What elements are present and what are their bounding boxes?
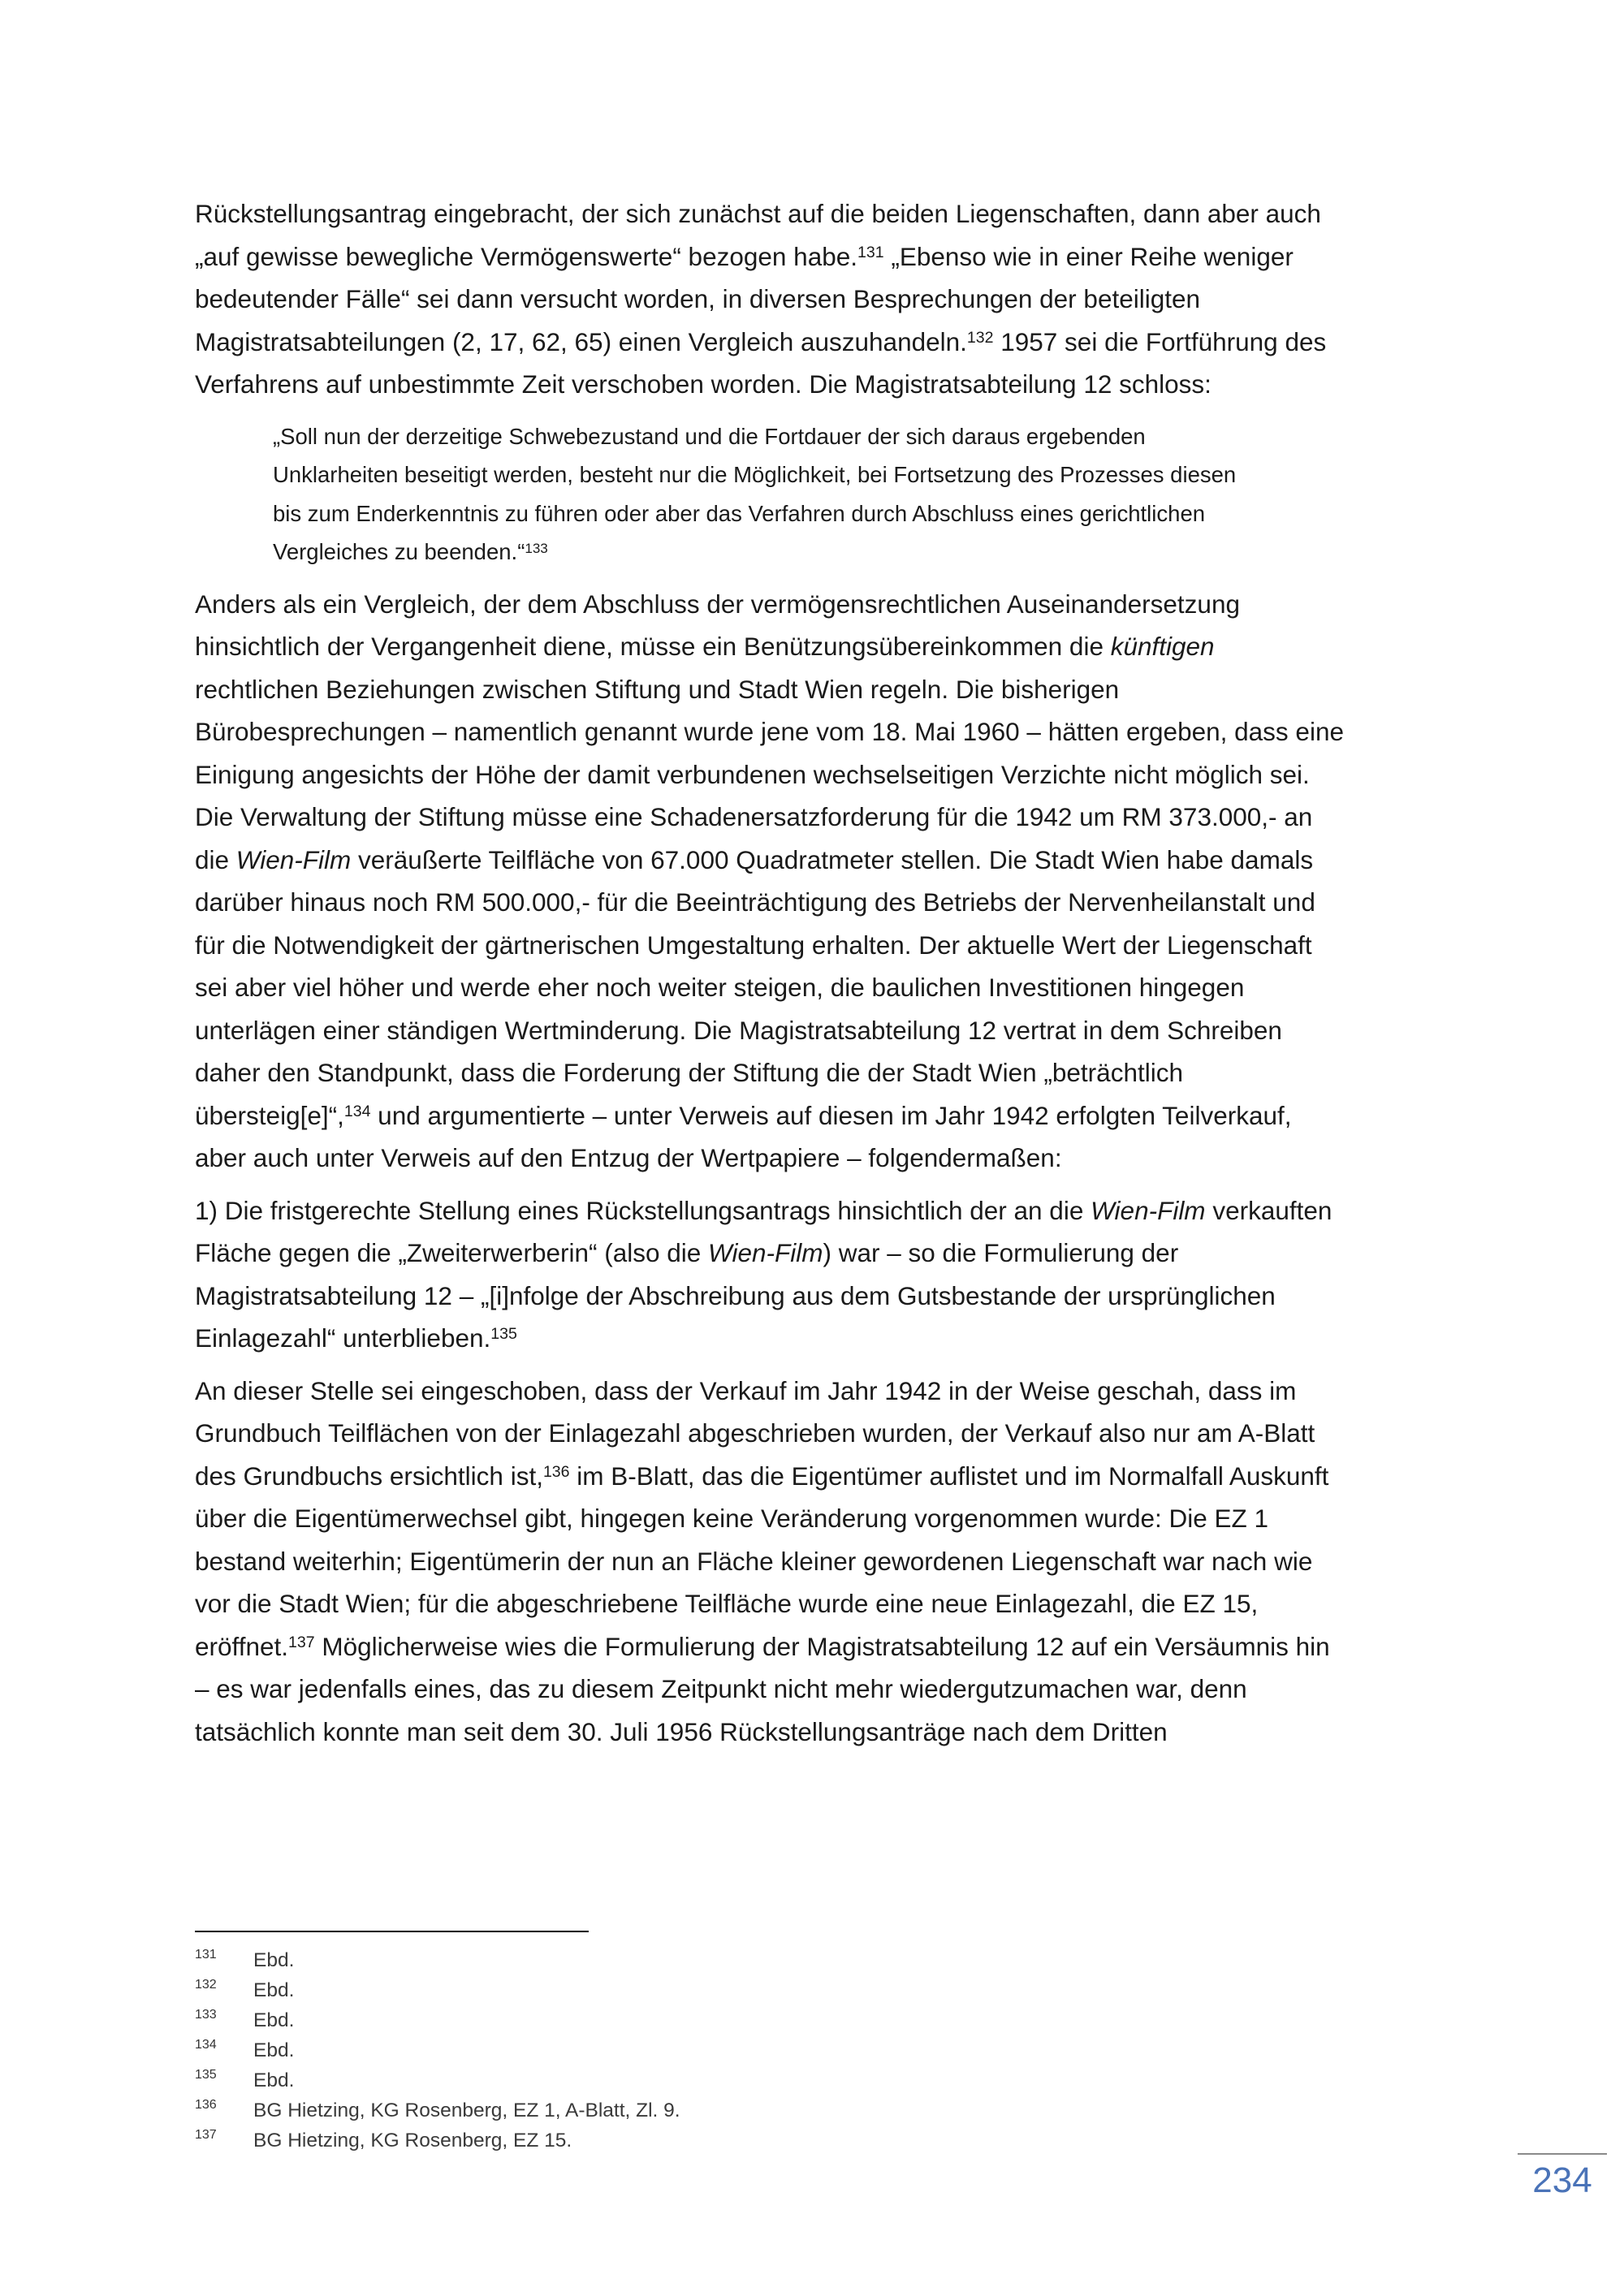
footnote-text: Ebd. — [253, 1949, 295, 1971]
text-run: Möglicherweise wies die Formulierung der Magistratsabteilung 12 auf ein Versäumnis hin – es war jedenfalls eines, das zu diesem Zeitpunkt nicht mehr wiedergutzumachen war, denn tatsächlich konnte man seit dem 30. Juli 1956 Rückstellungsanträge nach dem Dritten — [195, 1631, 1330, 1746]
footnote-ref: 134 — [343, 1102, 371, 1120]
text-run: veräußerte Teilfläche von 67.000 Quadratmeter stellen. Die Stadt Wien habe damals darüber hinaus noch RM 500.000,- für die Beeinträchtigung des Betriebs der Nervenheilanstalt und für die Notwendigkeit der gärtnerischen Umgestaltung erhalten. Der aktuelle Wert der Liegenschaft sei aber viel höher und werde eher noch weiter steigen, die baulichen Investitionen hingegen unterlägen einer ständigen Wertminderung. Die Magistratsabteilung 12 vertrat in dem Schreiben daher den Standpunkt, dass die Forderung der Stiftung die der Stadt Wien „beträchtlich übersteig[e]“, — [195, 844, 1315, 1130]
footnote-ref: 133 — [525, 540, 548, 556]
footnote-number: 133 — [195, 2008, 217, 2022]
footnote-text: BG Hietzing, KG Rosenberg, EZ 1, A-Blatt, Zl. 9. — [253, 2100, 680, 2121]
footnote — [195, 2065, 1332, 2095]
footnote-number: 131 — [195, 1948, 217, 1962]
footnote-ref: 135 — [490, 1325, 517, 1344]
text-run: „Ebenso wie in einer Reihe weniger bedeutender Fälle“ sei dann versucht worden, in diversen Besprechungen der beteiligten Magistratsabteilungen (2, 17, 62, 65) einen Vergleich auszuhandeln. — [195, 241, 1294, 356]
footnote-text: Ebd. — [253, 2039, 295, 2061]
paragraph — [195, 192, 1449, 406]
text-run: und argumentierte – unter Verweis auf diesen im Jahr 1942 erfolgten Teilverkauf, aber auch unter Verweis auf den Entzug der Wertpapiere – folgendermaßen: — [195, 1100, 1292, 1172]
footnote-ref: 136 — [542, 1462, 570, 1481]
footnote-ref: 131 — [857, 243, 884, 261]
footnote-number: 134 — [195, 2038, 217, 2052]
footnote — [195, 1945, 1332, 1975]
text-run: Anders als ein Vergleich, der dem Abschluss der vermögensrechtlichen Auseinandersetzung hinsichtlich der Vergangenheit diene, müsse ein Benützungsübereinkommen die — [195, 589, 1240, 661]
footnote-text: Ebd. — [253, 2069, 295, 2091]
footnote-number: 132 — [195, 1978, 217, 1992]
text-run: im B-Blatt, das die Eigentümer auflistet und im Normalfall Auskunft über die Eigentümerwechsel gibt, hingegen keine Veränderung vorgenommen wurde: Die EZ 1 bestand weiterhin; Eigentümerin der nun an Fläche kleiner gewordenen Liegenschaft war nach wie vor die Stadt Wien; für die abgeschriebene Teilfläche wurde eine neue Einlagezahl, die EZ 15, eröffnet. — [195, 1461, 1329, 1661]
footnote — [195, 2126, 1332, 2156]
footnote-ref: 137 — [288, 1633, 315, 1651]
italic-text: Wien-Film — [235, 844, 352, 874]
footnote — [195, 2095, 1332, 2126]
main-text — [195, 192, 1449, 1753]
footnote — [195, 1975, 1332, 2005]
italic-text: Wien-Film — [1091, 1195, 1206, 1225]
text-run: 1) Die fristgerechte Stellung eines Rückstellungsantrags hinsichtlich der an die — [195, 1195, 1091, 1225]
footnote-text: Ebd. — [253, 2009, 295, 2031]
page-number: 234 — [1532, 2160, 1592, 2200]
text-run: „Soll nun der derzeitige Schwebezustand und die Fortdauer der sich daraus ergebenden Unklarheiten beseitigt werden, besteht nur die Möglichkeit, bei Fortsetzung des Prozesses diesen bis zum Enderkenntnis zu führen oder aber das Verfahren durch Abschluss eines gerichtlichen Vergleiches zu beenden.“ — [273, 423, 1237, 564]
italic-text: künftigen — [1110, 632, 1215, 661]
footnote-separator — [195, 1931, 589, 1932]
paragraph — [195, 1189, 1449, 1360]
footnote-number: 135 — [195, 2068, 217, 2082]
footnote-number: 137 — [195, 2128, 217, 2142]
block-quote — [273, 417, 1410, 572]
text-run: Rückstellungsantrag eingebracht, der sich zunächst auf die beiden Liegenschaften, dann aber auch „auf gewisse bewegliche Vermögenswerte“ bezogen habe. — [195, 199, 1321, 271]
footnote — [195, 2005, 1332, 2035]
text-run: rechtlichen Beziehungen zwischen Stiftung und Stadt Wien regeln. Die bisherigen Bürobesprechungen – namentlich genannt wurde jene vom 18. Mai 1960 – hätten ergeben, dass eine Einigung angesichts der Höhe der damit verbundenen wechselseitigen Verzichte nicht möglich sei. Die Verwaltung der Stiftung müsse eine Schadenersatzforderung für die 1942 um RM 373.000,- an die — [195, 674, 1344, 874]
footnote-number: 136 — [195, 2098, 217, 2112]
footnotes — [195, 1945, 1332, 2156]
text-run: An dieser Stelle sei eingeschoben, dass der Verkauf im Jahr 1942 in der Weise geschah, dass im Grundbuch Teilflächen von der Einlagezahl abgeschrieben wurden, der Verkauf also nur am A-Blatt des Grundbuchs ersichtlich ist, — [195, 1375, 1315, 1491]
paragraph — [195, 1370, 1449, 1754]
page-number-rule — [1518, 2153, 1607, 2155]
text-run: ) war – so die Formulierung der Magistratsabteilung 12 – „[i]nfolge der Abschreibung aus dem Gutsbestande der ursprünglichen Einlagezahl“ unterblieben. — [195, 1238, 1276, 1353]
footnote-ref: 132 — [966, 328, 994, 347]
text-run: verkauften Fläche gegen die „Zweiterwerberin“ (also die — [195, 1195, 1332, 1267]
italic-text: Wien-Film — [708, 1238, 823, 1267]
footnote-text: Ebd. — [253, 1979, 295, 2001]
text-run: 1957 sei die Fortführung des Verfahrens auf unbestimmte Zeit verschoben worden. Die Magistratsabteilung 12 schloss: — [195, 326, 1327, 399]
paragraph — [195, 583, 1449, 1180]
footnote — [195, 2035, 1332, 2065]
footnote-text: BG Hietzing, KG Rosenberg, EZ 15. — [253, 2130, 572, 2151]
